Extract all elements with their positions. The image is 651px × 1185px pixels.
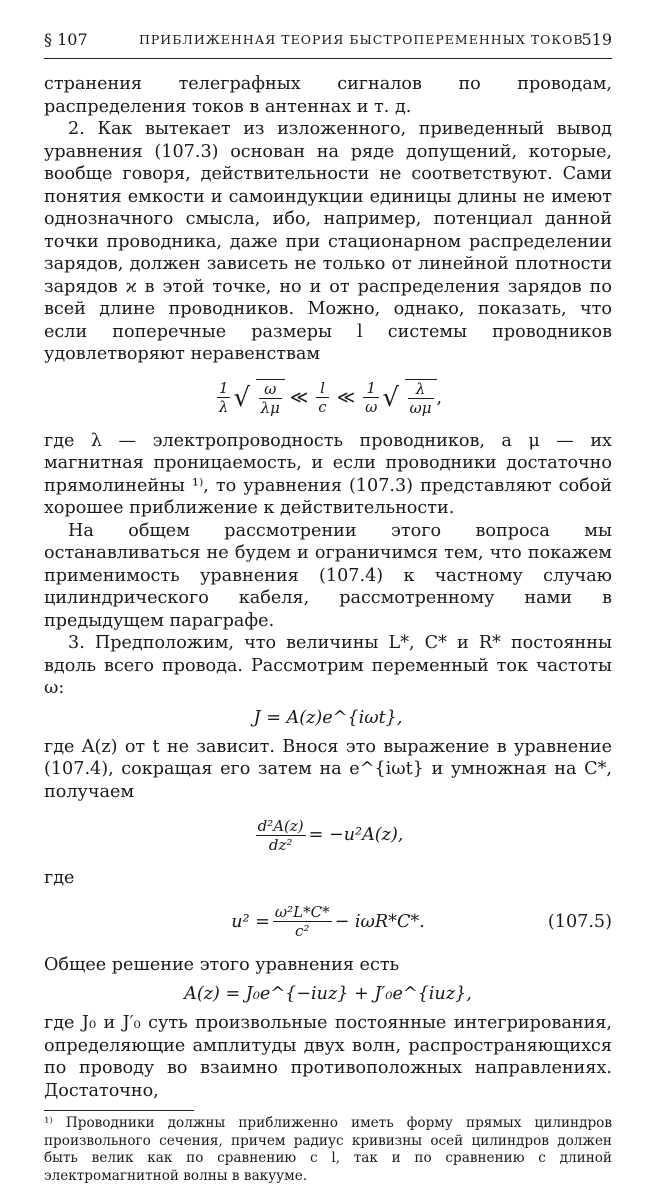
current-formula: J = A(z)e^{iωt}, [253,707,403,728]
paragraph-7: где [44,868,75,888]
paragraph-1: странения телеграфных сигналов по проводам, распределения токов в антеннах и т. д. [44,74,612,117]
section-number: § 107 [44,30,88,49]
formula-comma: , [436,387,443,408]
footnote: ¹⁾ Проводники должны приближенно иметь форму прямых цилиндров произвольного сечения, причем радиус кривизны осей цилиндров должен быть велик как по сравнению с l, так и по сравнению с длиной электромагнитной волны в вакууме. [44,1115,612,1184]
u-squared-formula [44,896,612,948]
frac-num: λ [408,380,434,399]
u2-fraction [273,903,332,940]
frac-den: ωμ [409,398,432,417]
ode-rhs: = −u²A(z), [308,825,404,845]
paragraph-4: На общем рассмотрении этого вопроса мы останавливаться не будем и ограничимся тем, что покажем применимость уравнения (107.4) к частному случаю цилиндрического кабеля, рассмотренному нами в предыдущем параграфе. [44,520,612,631]
radical-sign: √ [233,382,251,413]
paragraph-3: где λ — электропроводность проводников, а μ — их магнитная проницаемость, и если проводники достаточно прямолинейны ¹⁾, то уравнения (107.3) представляют собой хорошее приближение к действительности. [44,430,612,518]
relation-much-less: ≪ [336,387,356,408]
frac-num: ω [259,380,282,399]
frac-num: d²A(z) [257,816,304,835]
header-rule [44,58,612,59]
frac-den: c² [295,922,310,940]
paragraph-2: 2. Как вытекает из изложенного, приведенный вывод уравнения (107.3) основан на ряде допущений, которые, вообще говоря, действительности не соответствуют. Сами понятия емкости и самоиндукции единицы длины не имеют однозначного смысла, ибо, например, потенциал данной точки проводника, даже при стационарном распределении зарядов, должен зависеть не только от линейной плотности зарядов ϰ в этой точке, но и от распределения зарядов по всей длине проводников. Можно, однако, показать, что если поперечные размеры l системы проводников удовлетворяют неравенствам [44,119,612,364]
frac-den: c [318,398,327,416]
footnote-rule [44,1110,194,1111]
radical-sign: √ [382,382,399,413]
chapter-title: ПРИБЛИЖЕННАЯ ТЕОРИЯ БЫСТРОПЕРЕМЕННЫХ ТОКОВ [139,32,584,47]
frac-den: λ [218,398,229,416]
paragraph-6: где A(z) от t не зависит. Внося это выражение в уравнение (107.4), сокращая его затем на e^{iωt} и умножная на C*, получаем [44,736,612,802]
frac-den: dz² [268,835,293,854]
frac-den: ω [365,398,378,416]
sqrt-lambda-omega-mu [382,379,436,417]
sqrt-frac [259,380,282,417]
book-page [44,30,612,1185]
frac-num: l [316,379,328,398]
frac-num: 1 [218,379,229,397]
frac-num: ω²L*C* [274,903,330,921]
paragraph-9: где J₀ и J′₀ суть произвольные постоянные интегрирования, определяющие амплитуды двух волн, распространяющихся по проводу во взаимно противоположных направлениях. Достаточно, [44,1013,612,1101]
inequality-formula [44,372,612,424]
running-header [44,30,612,52]
equation-number: (107.5) [547,911,612,932]
body-text [44,73,612,1102]
u2-lhs: u² = [231,911,270,932]
frac-1-lambda [217,379,231,416]
frac-1-omega [363,379,379,416]
u2-rhs: − iωR*C*. [334,911,425,932]
frac-l-c [316,379,328,416]
sqrt-omega-lambda-mu [233,379,284,417]
page-number: 519 [581,30,612,49]
paragraph-8: Общее решение этого уравнения есть [44,954,400,975]
paragraph-5: 3. Предположим, что величины L*, C* и R* постоянны вдоль всего провода. Рассмотрим переменный ток частоты ω: [44,633,612,698]
relation-much-less: ≪ [289,387,309,408]
solution-formula: A(z) = J₀e^{−iuz} + J′₀e^{iuz}, [184,984,472,1004]
sqrt-frac [408,380,434,417]
frac-den: λμ [260,398,280,417]
ode-formula [44,809,612,861]
frac-num: 1 [363,379,379,398]
ode-derivative [256,817,306,854]
